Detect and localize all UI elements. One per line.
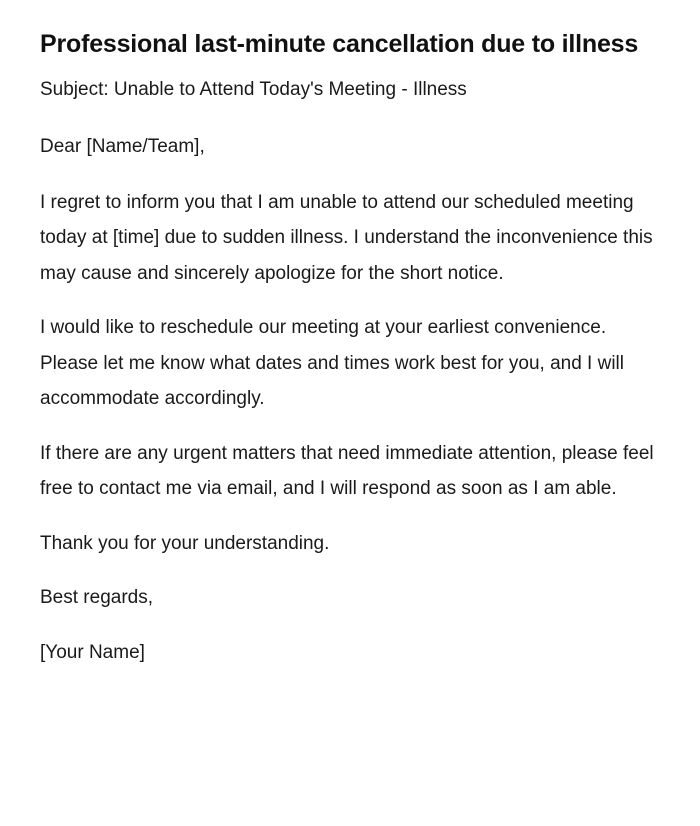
greeting: Dear [Name/Team], [40,136,205,157]
subject-line: Subject: Unable to Attend Today's Meeting - Illness [40,79,467,100]
page-title: Professional last-minute cancellation due to illness [40,30,639,58]
body-paragraph-2: I would like to reschedule our meeting at your earliest convenience. Please let me know what dates and times work best for you, and I will accommodate accordingly. [40,317,624,409]
closing-line: Best regards, [40,587,153,608]
body-paragraph-3: If there are any urgent matters that need immediate attention, please feel free to contact me via email, and I will respond as soon as I am able. [40,442,654,499]
signature: [Your Name] [40,641,145,663]
body-paragraph-1: I regret to inform you that I am unable to attend our scheduled meeting today at [time] due to sudden illness. I understand the inconvenience this may cause and sincerely apologize for the short notice. [40,191,653,284]
thanks-line: Thank you for your understanding. [40,532,330,554]
